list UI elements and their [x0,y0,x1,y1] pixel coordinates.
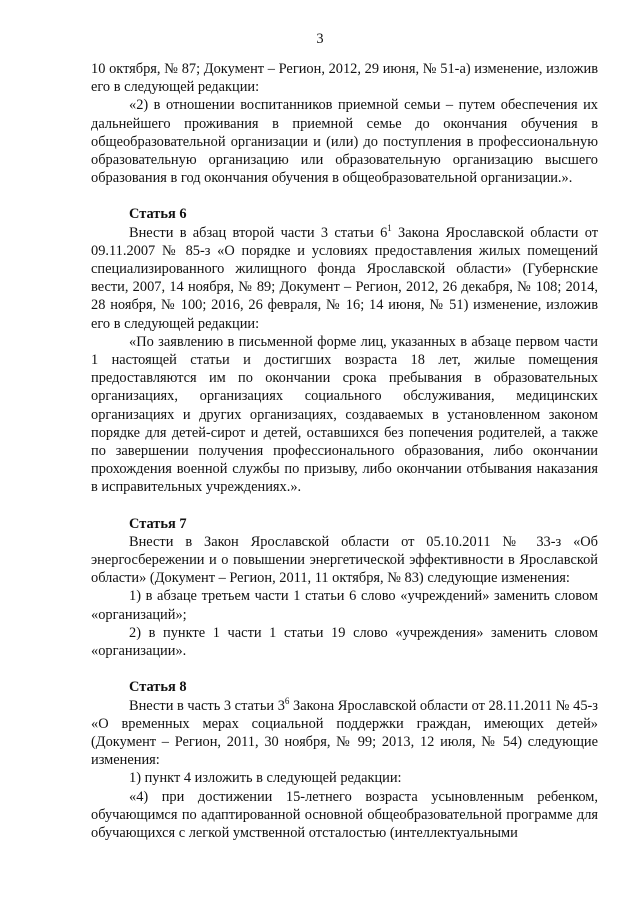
article-8-item-1: 1) пункт 4 изложить в следующей редакции: [129,770,402,787]
article-8-intro-a: Внести в часть 3 статьи 3 [129,697,285,714]
article-6-intro-sup: 1 [387,222,392,233]
article-6-title: Статья 6 [129,206,187,223]
page-number: 3 [316,31,324,47]
article-5-tail-quote: «2) в отношении воспитанников приемной семьи – путем обеспечения их дальнейшего проживания в приемной семье до окончания обучения в общеобразовательной организации и (или) до поступления в профессиональную образовательную организацию или образовательную организацию высшего образования в год окончания обучения в общеобразовательной организации.». [91,97,598,187]
article-7-item-1: 1) в абзаце третьем части 1 статьи 6 слово «учреждений» заменить словом «организаций»; [91,588,598,623]
document-body [91,60,598,842]
article-8-quote: «4) при достижении 15-летнего возраста усыновленным ребенком, обучающимся по адаптированной основной общеобразовательной программе для обучающихся с легкой умственной отсталостью (интеллектуальными [91,788,598,841]
article-6-intro-a: Внести в абзац второй части 3 статьи 6 [129,224,388,241]
article-7-item-2: 2) в пункте 1 части 1 статьи 19 слово «учреждения» заменить словом «организации». [91,624,598,660]
article-6-quote: «По заявлению в письменной форме лиц, указанных в абзаце первом части 1 настоящей статьи и достигших возраста 18 лет, жилые помещения предоставляются им по окончании срока пребывания в образовательных организациях, организациях социального обслуживания, медицинских организациях и других организациях, создаваемых в установленном законом порядке для детей-сирот и детей, оставшихся без попечения родителей, а также по завершении получения профессионального образования, либо окончании прохождения военной службы по призыву, либо окончании отбывания наказания в исправительных учреждениях.». [91,333,598,496]
article-6-intro [91,224,598,333]
article-7-title: Статья 7 [129,515,187,532]
article-8-intro [91,697,598,770]
article-8-intro-sup: 6 [284,695,290,706]
article-5-tail-intro: 10 октября, № 87; Документ – Регион, 2012, 29 июня, № 51-а) изменение, изложив его в следующей редакции: [91,61,598,96]
article-8-title: Статья 8 [129,679,187,696]
article-8-intro-b: Закона Ярославской области от 28.11.2011 № 45-з «О временных мерах социальной поддержки граждан, имеющих детей» (Документ – Регион, 2011, 30 ноября, № 99; 2013, 12 июля, № 54) следующие изменения: [91,697,598,769]
article-7-intro: Внести в Закон Ярославской области от 05.10.2011 № 33-з «Об энергосбережении и о повышении энергетической эффективности в Ярославской области» (Документ – Регион, 2011, 11 октября, № 83) следующие изменения: [91,533,598,587]
article-6-intro-b: Закона Ярославской области от 09.11.2007 № 85-з «О порядке и условиях предоставления жилых помещений специализированного жилищного фонда Ярославской области» (Губернские вести, 2007, 14 ноября, № 89; Документ – Регион, 2012, 26 декабря, № 108; 2014, 28 ноября, № 100; 2016, 26 февраля, № 16; 14 июня, № 51) изменение, изложив его в следующей редакции: [91,224,598,332]
